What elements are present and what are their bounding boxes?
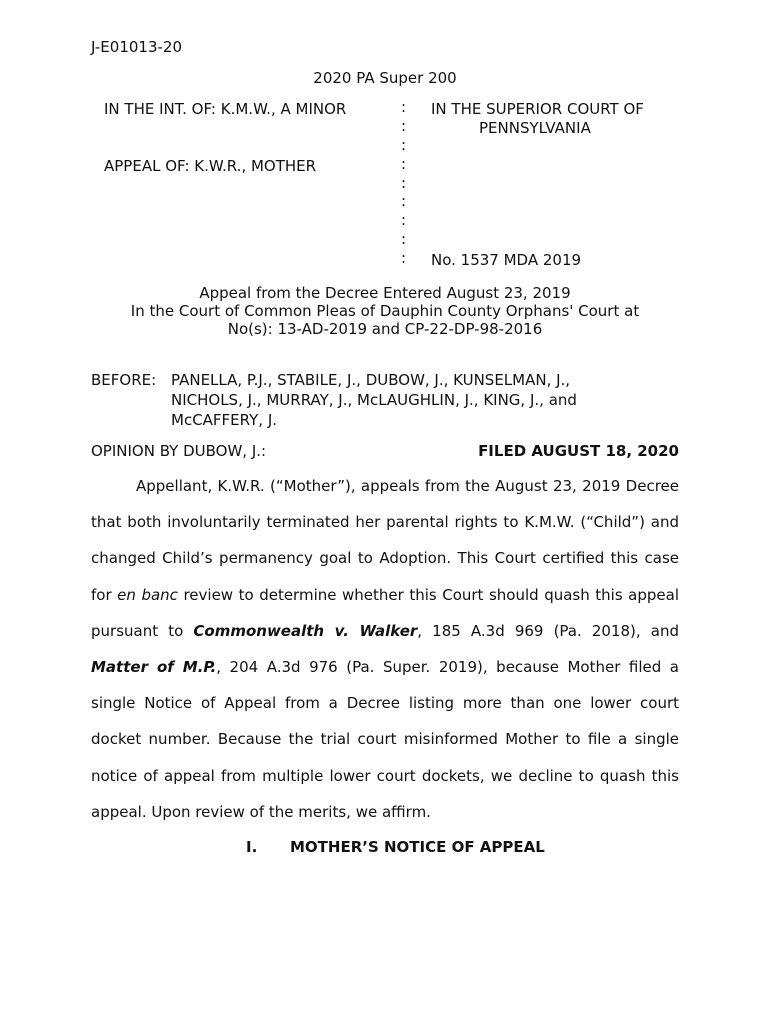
- caption-colon: :: [401, 173, 407, 192]
- court-name-line1: IN THE SUPERIOR COURT OF: [431, 100, 644, 118]
- appeal-info-line3: No(s): 13-AD-2019 and CP-22-DP-98-2016: [227, 320, 543, 338]
- opinion-body: [91, 468, 679, 830]
- caption-divider: [401, 98, 411, 268]
- panel-judges: PANELLA, P.J., STABILE, J., DUBOW, J., KUNSELMAN, J., NICHOLS, J., MURRAY, J., McLAUGHLIN, J., KING, J., and McCAFFERY, J.: [171, 371, 577, 429]
- court-name-line2: PENNSYLVANIA: [479, 119, 591, 137]
- caption-colon: :: [401, 211, 407, 230]
- docket-code: J-E01013-20: [91, 38, 182, 56]
- caption-colon: :: [401, 116, 407, 135]
- section-title: MOTHER’S NOTICE OF APPEAL: [290, 838, 545, 856]
- text-run: , 185 A.3d 969 (Pa. 2018), and: [417, 621, 679, 640]
- paragraph: [91, 468, 679, 830]
- appeal-info-line1: Appeal from the Decree Entered August 23, 2019: [199, 284, 571, 302]
- caption-colon: :: [401, 249, 407, 268]
- caption-colon: :: [401, 230, 407, 249]
- section-number: I.: [246, 838, 258, 856]
- caption-colon: :: [401, 192, 407, 211]
- caption-appellant: APPEAL OF: K.W.R., MOTHER: [104, 157, 317, 175]
- case-citation: Commonwealth v. Walker: [193, 621, 418, 640]
- text-run: Appellant, K.W.R. (“Mother”), appeals from the August 23, 2019 Decree that both involuntarily terminated her parental rights to K.M.W. (“Child”) and changed Child’s permanency goal to Adoption. This Court certified this case for: [91, 477, 679, 604]
- section-heading: [246, 838, 545, 856]
- before-label: BEFORE:: [91, 371, 157, 389]
- caption-colon: :: [401, 135, 407, 154]
- caption-colon: :: [401, 154, 407, 173]
- caption-colon: :: [401, 98, 407, 116]
- appeal-info-line2: In the Court of Common Pleas of Dauphin County Orphans' Court at: [130, 302, 640, 320]
- case-number: No. 1537 MDA 2019: [431, 251, 582, 269]
- caption-party: IN THE INT. OF: K.M.W., A MINOR: [104, 100, 347, 118]
- italic-text: en banc: [117, 585, 178, 604]
- citation: 2020 PA Super 200: [313, 69, 457, 87]
- text-run: review to determine whether this Court should quash this appeal pursuant to: [91, 585, 679, 640]
- text-run: , 204 A.3d 976 (Pa. Super. 2019), because Mother filed a single Notice of Appeal from a Decree listing more than one lower court docket number. Because the trial court misinformed Mother to file a single notice of appeal from multiple lower court dockets, we decline to quash this appeal. Upon review of the merits, we affirm.: [91, 658, 679, 821]
- filed-date: FILED AUGUST 18, 2020: [478, 442, 679, 460]
- case-citation: Matter of M.P.: [91, 658, 217, 677]
- opinion-author: OPINION BY DUBOW, J.:: [91, 442, 267, 460]
